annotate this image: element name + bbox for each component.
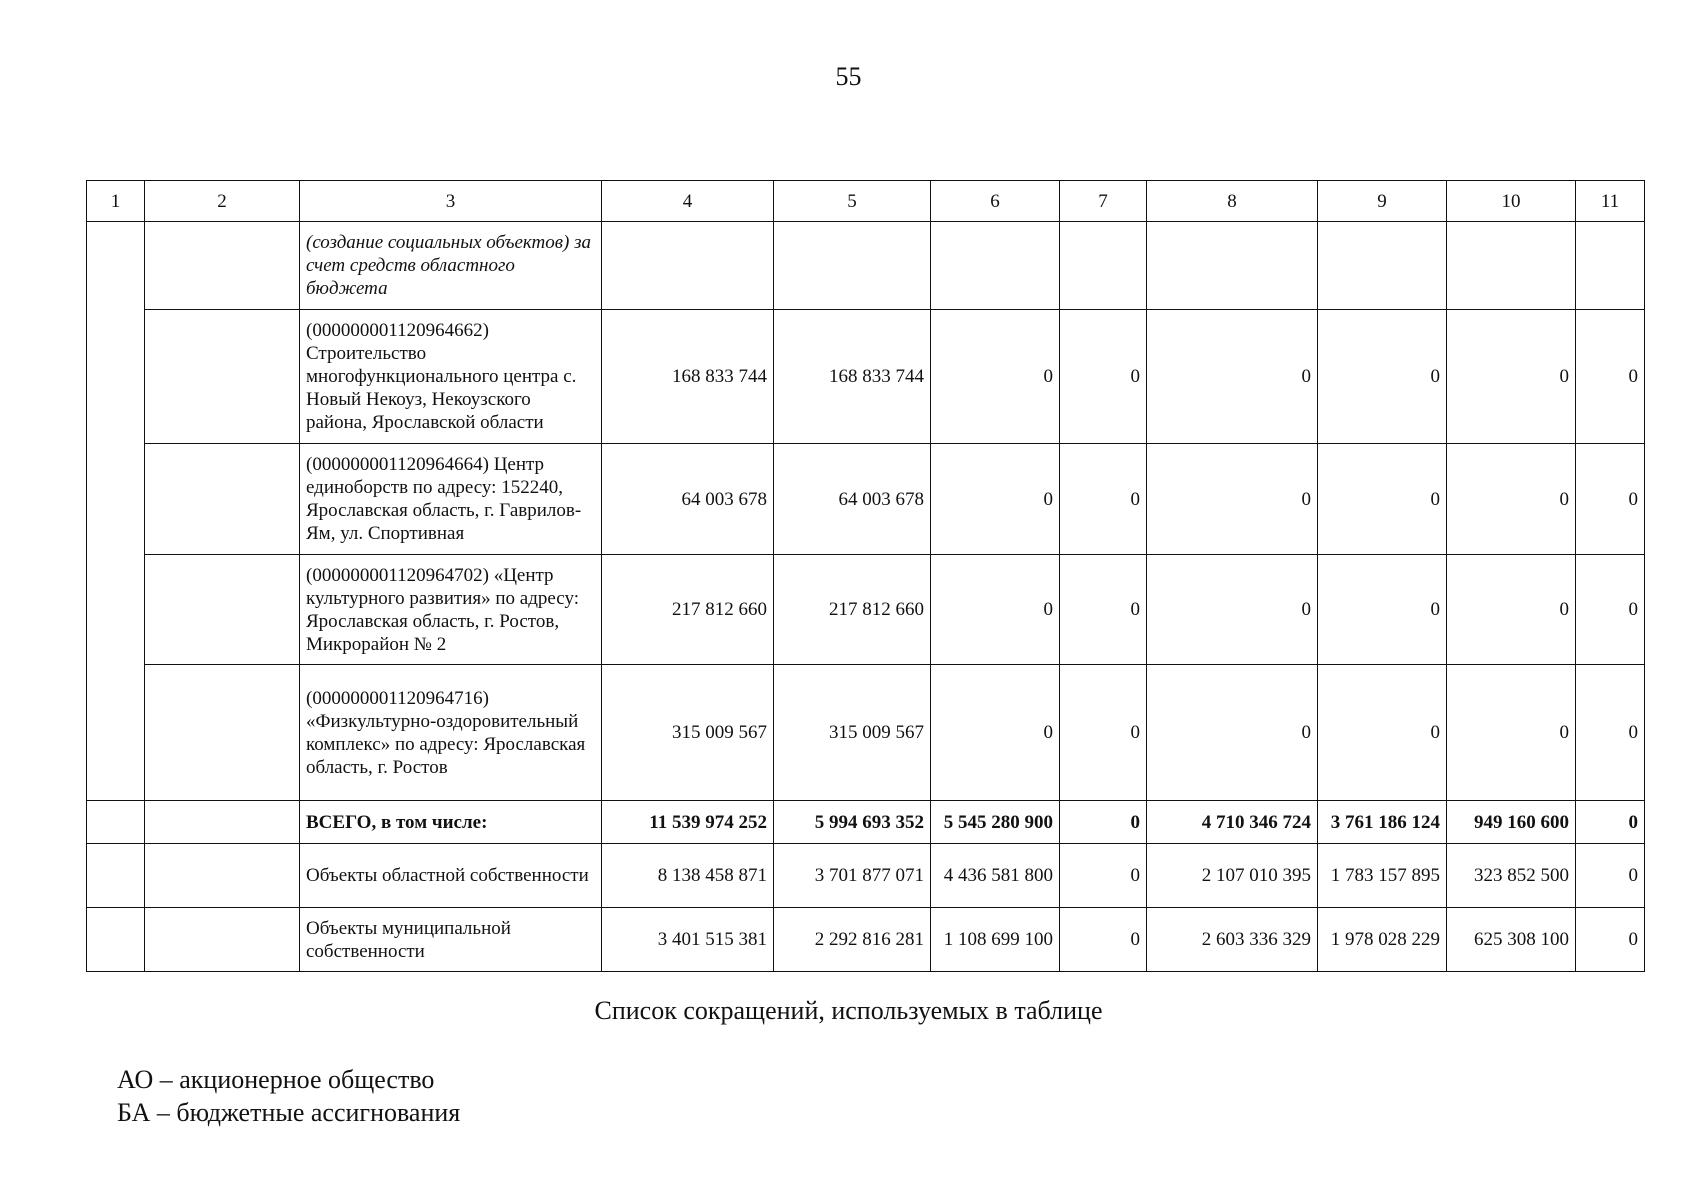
object-description: (000000001120964664) Центр единоборств по адресу: 152240, Ярославская область, г. Гаврилов-Ям, ул. Спортивная: [300, 444, 602, 555]
column-header: 10: [1447, 181, 1576, 222]
table-row: (000000001120964716) «Физкультурно-оздоровительный комплекс» по адресу: Ярославская область, г. Ростов 315 009 567 315 009 567 0 0 0 0 0 0: [87, 665, 1645, 801]
total-label: ВСЕГО, в том числе:: [300, 801, 602, 844]
regional-row: Объекты областной собственности 8 138 458 871 3 701 877 071 4 436 581 800 0 2 107 010 395 1 783 157 895 323 852 500 0: [87, 844, 1645, 908]
table-row-intro: [87, 222, 1645, 310]
table-row: (000000001120964664) Центр единоборств по адресу: 152240, Ярославская область, г. Гаврилов-Ям, ул. Спортивная 64 003 678 64 003 678 0 0 0 0 0 0: [87, 444, 1645, 555]
abbreviation-item: БА – бюджетные ассигнования: [117, 1098, 461, 1127]
column-header: 1: [87, 181, 145, 222]
column-header: 9: [1318, 181, 1447, 222]
table-row: (000000001120964662) Строительство многофункционального центра с. Новый Некоуз, Некоузского района, Ярославской области 168 833 744 168 833 744 0 0 0 0 0 0: [87, 310, 1645, 444]
abbreviations-title: Список сокращений, используемых в таблице: [594, 996, 1103, 1025]
column-header: 7: [1060, 181, 1147, 222]
regional-label: Объекты областной собственности: [300, 844, 602, 908]
municipal-row: Объекты муниципальной собственности 3 401 515 381 2 292 816 281 1 108 699 100 0 2 603 336 329 1 978 028 229 625 308 100 0: [87, 908, 1645, 972]
header-row: [87, 181, 1645, 222]
total-row: ВСЕГО, в том числе: 11 539 974 252 5 994 693 352 5 545 280 900 0 4 710 346 724 3 761 186 124 949 160 600 0: [87, 801, 1645, 844]
table-row: (000000001120964702) «Центр культурного развития» по адресу: Ярославская область, г. Ростов, Микрорайон № 2 217 812 660 217 812 660 0 0 0 0 0 0: [87, 555, 1645, 665]
abbreviation-item: АО – акционерное общество: [117, 1065, 435, 1094]
municipal-label: Объекты муниципальной собственности: [300, 908, 602, 972]
object-description: (000000001120964716) «Физкультурно-оздоровительный комплекс» по адресу: Ярославская область, г. Ростов: [300, 665, 602, 801]
column-header: 3: [300, 181, 602, 222]
column-header: 6: [931, 181, 1060, 222]
table-cell-empty: [87, 222, 145, 801]
object-description: (000000001120964702) «Центр культурного развития» по адресу: Ярославская область, г. Ростов, Микрорайон № 2: [300, 555, 602, 665]
section-intro-text: (создание социальных объектов) за счет средств областного бюджета: [300, 222, 602, 310]
column-header: 11: [1576, 181, 1645, 222]
table-cell-empty: [145, 222, 300, 310]
column-header: 5: [774, 181, 931, 222]
column-header: 4: [602, 181, 774, 222]
page-number: 55: [835, 62, 862, 91]
abbreviations-list: [117, 1063, 460, 1129]
column-header: 2: [145, 181, 300, 222]
budget-table: [86, 180, 1645, 972]
column-header: 8: [1147, 181, 1318, 222]
object-description: (000000001120964662) Строительство многофункционального центра с. Новый Некоуз, Некоузского района, Ярославской области: [300, 310, 602, 444]
